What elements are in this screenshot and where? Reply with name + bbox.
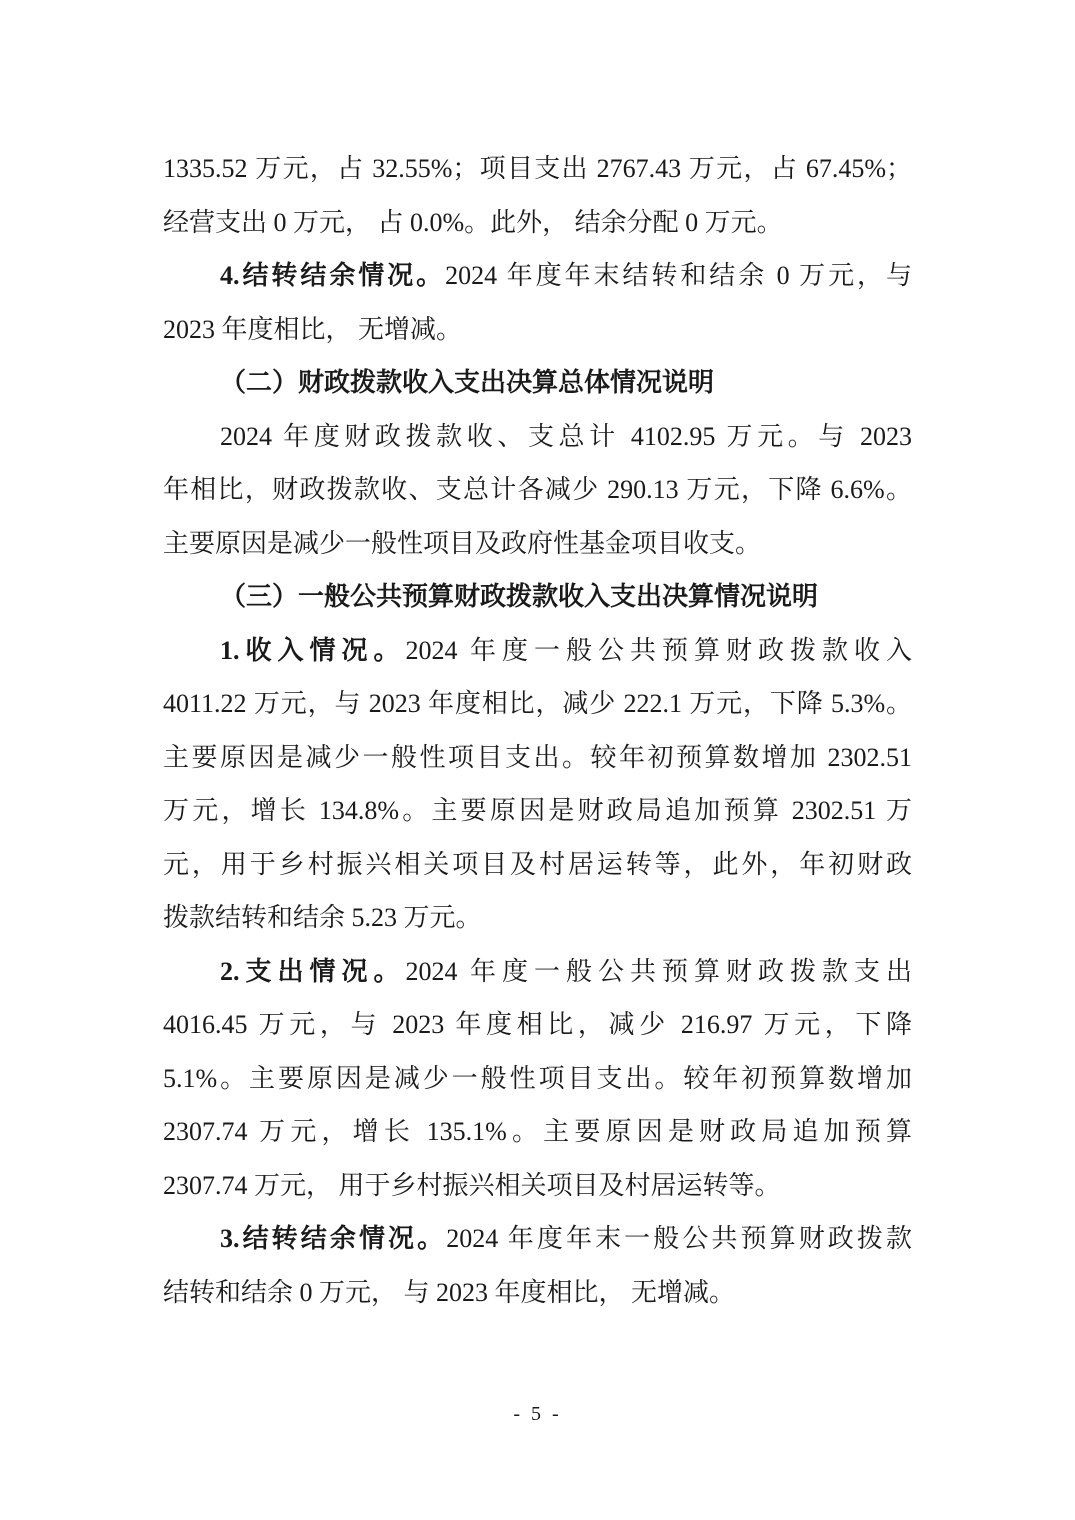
body-line [163, 1105, 912, 1159]
bold-run: 4.结转结余情况。 [220, 261, 446, 290]
body-line [163, 1212, 912, 1266]
text-run: 2307.74 万元， 用于乡村振兴相关项目及村居运转等。 [163, 1170, 781, 1200]
text-run: 2023 年度相比， 无增减。 [163, 314, 463, 344]
body-line [163, 196, 912, 250]
text-run: 主要原因是减少一般性项目支出。较年初预算数增加 2302.51 [163, 742, 912, 772]
text-run: 2307.74 万元，增长 135.1%。主要原因是财政局追加预算 [163, 1117, 912, 1146]
body-line [163, 784, 912, 838]
bold-run: （三）一般公共预算财政拨款收入支出决算情况说明 [220, 582, 819, 611]
body-line [163, 517, 912, 571]
body-line [163, 945, 912, 999]
body-line [163, 410, 912, 464]
text-run: 5.1%。主要原因是减少一般性项目支出。较年初预算数增加 [163, 1063, 912, 1093]
body-line [163, 142, 912, 196]
body-line [163, 249, 912, 303]
section-heading-2 [163, 356, 912, 410]
body-line [163, 677, 912, 731]
text-run: 2024 年度一般公共预算财政拨款支出 [405, 956, 912, 986]
bold-run: 3.结转结余情况。 [220, 1224, 447, 1253]
body-line [163, 838, 912, 892]
text-run: 1335.52 万元，占 32.55%；项目支出 2767.43 万元，占 67.45%； [163, 154, 912, 183]
body-line [163, 998, 912, 1052]
body-line [163, 1052, 912, 1106]
body-line [163, 731, 912, 785]
body-line [163, 891, 912, 945]
text-run: 2024 年度年末结转和结余 0 万元，与 [445, 261, 912, 290]
bold-run: （二）财政拨款收入支出决算总体情况说明 [220, 368, 715, 397]
body-line [163, 624, 912, 678]
text-run: 拨款结转和结余 5.23 万元。 [163, 903, 482, 932]
document-body [163, 142, 912, 1319]
text-run: 万元，增长 134.8%。主要原因是财政局追加预算 2302.51 万 [163, 796, 912, 825]
page-number: - 5 - [513, 1403, 562, 1425]
text-run: 2024 年度年末一般公共预算财政拨款 [446, 1224, 912, 1253]
section-heading-3 [163, 570, 912, 624]
body-line [163, 463, 912, 517]
text-run: 2024 年度一般公共预算财政拨款收入 [405, 635, 912, 665]
text-run: 4016.45 万元，与 2023 年度相比，减少 216.97 万元，下降 [163, 1010, 912, 1039]
text-run: 2024 年度财政拨款收、支总计 4102.95 万元。与 2023 [220, 421, 912, 451]
text-run: 结转和结余 0 万元， 与 2023 年度相比， 无增减。 [163, 1277, 736, 1307]
text-run: 经营支出 0 万元， 占 0.0%。此外， 结余分配 0 万元。 [163, 207, 783, 237]
text-run: 主要原因是减少一般性项目及政府性基金项目收支。 [163, 528, 762, 558]
bold-run: 1.收入情况。 [220, 635, 406, 665]
body-line [163, 1266, 912, 1320]
bold-run: 2.支出情况。 [220, 956, 406, 986]
page-footer [0, 1398, 1075, 1430]
body-line [163, 1159, 912, 1213]
text-run: 4011.22 万元，与 2023 年度相比，减少 222.1 万元，下降 5.3%。 [163, 689, 912, 718]
body-line [163, 303, 912, 357]
text-run: 年相比，财政拨款收、支总计各减少 290.13 万元，下降 6.6%。 [163, 475, 912, 504]
text-run: 元，用于乡村振兴相关项目及村居运转等，此外，年初财政 [163, 849, 912, 879]
